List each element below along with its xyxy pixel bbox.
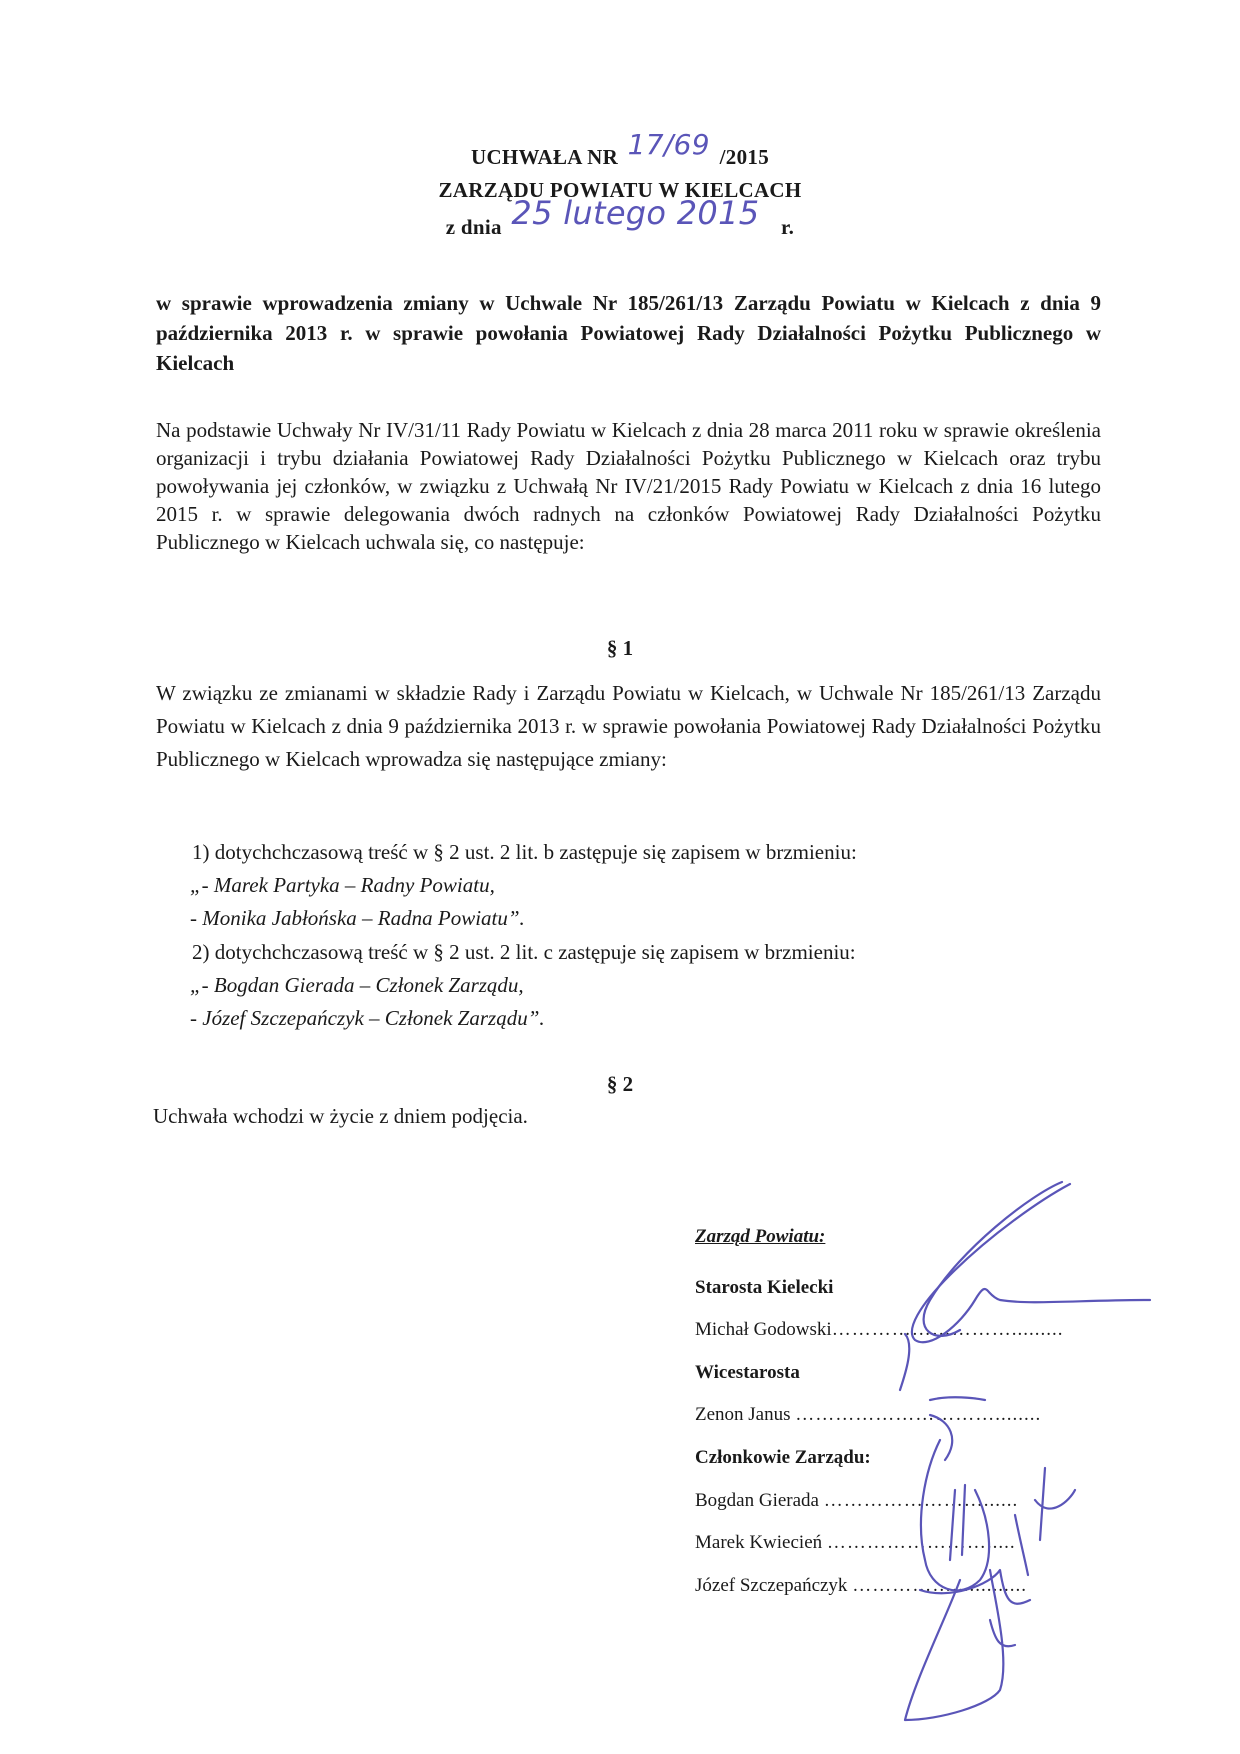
wicestarosta-signature	[900, 1334, 985, 1460]
members-title: Członkowie Zarządu:	[695, 1447, 871, 1468]
starosta-title: Starosta Kielecki	[695, 1277, 834, 1298]
member-2-name: Marek Kwiecień	[695, 1532, 823, 1553]
board-heading: Zarząd Powiatu:	[695, 1226, 826, 1247]
amendment-item-2-quote-1: „- Bogdan Gierada – Członek Zarządu,	[190, 973, 524, 997]
date-prefix: z dnia	[445, 215, 502, 239]
member-3-name: Józef Szczepańczyk	[695, 1575, 848, 1596]
section-2-heading: § 2	[606, 1072, 634, 1096]
starosta-name: Michał Godowski	[695, 1319, 832, 1340]
member-signatures	[921, 1440, 989, 1590]
handwritten-number: 17/69	[627, 128, 710, 161]
amendment-item-2: 2) dotychchczasową treść w § 2 ust. 2 lit. c zastępuje się zapisem w brzmieniu:	[192, 940, 856, 964]
title-prefix: UCHWAŁA NR	[470, 145, 619, 169]
section-1-heading: § 1	[606, 636, 634, 660]
amendment-item-1-quote-2: - Monika Jabłońska – Radna Powiatu”.	[190, 906, 525, 930]
amendment-item-1-quote-1: „- Marek Partyka – Radny Powiatu,	[190, 873, 495, 897]
title-year: /2015	[719, 145, 769, 169]
signature-dots: …………….............	[852, 1575, 1027, 1596]
signature-dots: ……………………….........	[831, 1319, 1064, 1340]
signature-dots: …………………….....	[826, 1532, 1016, 1553]
amendment-item-1: 1) dotychchczasową treść w § 2 ust. 2 lit. b zastępuje się zapisem w brzmieniu:	[192, 840, 857, 864]
section-1-text: W związku ze zmianami w składzie Rady i Zarządu Powiatu w Kielcach, w Uchwale Nr 185/261/13 Zarządu Powiatu w Kielcach z dnia 9 października 2013 r. w sprawie powołania Powiatowej Rady Działalności Pożytku Publicznego w Kielcach wprowadza się następujące zmiany:	[156, 681, 1101, 771]
handwritten-date: 25 lutego 2015	[511, 194, 760, 232]
date-suffix: r.	[780, 215, 795, 239]
legal-basis-paragraph: Na podstawie Uchwały Nr IV/31/11 Rady Powiatu w Kielcach z dnia 28 marca 2011 roku w sprawie określenia organizacji i trybu działania Powiatowej Rady Działalności Pożytku Publicznego w Kielcach oraz trybu powoływania jej członków, w związku z Uchwałą Nr IV/21/2015 Rady Powiatu w Kielcach z dnia 16 lutego 2015 r. w sprawie delegowania dwóch radnych na członków Powiatowej Rady Działalności Pożytku Publicznego w Kielcach uchwala się, co następuje:	[156, 418, 1101, 554]
section-2-text: Uchwała wchodzi w życie z dniem podjęcia.	[153, 1104, 528, 1128]
authority-line: ZARZĄDU POWIATU W KIELCACH	[438, 178, 802, 202]
member-1-name: Bogdan Gierada	[695, 1490, 819, 1511]
resolution-subject: w sprawie wprowadzenia zmiany w Uchwale Nr 185/261/13 Zarządu Powiatu w Kielcach z dnia 9 października 2013 r. w sprawie powołania Powiatowej Rady Działalności Pożytku Publicznego w Kielcach	[156, 291, 1101, 375]
starosta-signature	[912, 1184, 1150, 1342]
signature-dots: ……………………......	[823, 1490, 1019, 1511]
signature-dots: …………………………........	[795, 1404, 1042, 1425]
wicestarosta-title: Wicestarosta	[695, 1362, 800, 1383]
amendment-item-2-quote-2: - Józef Szczepańczyk – Członek Zarządu”.	[190, 1006, 545, 1030]
wicestarosta-name: Zenon Janus	[695, 1404, 791, 1425]
